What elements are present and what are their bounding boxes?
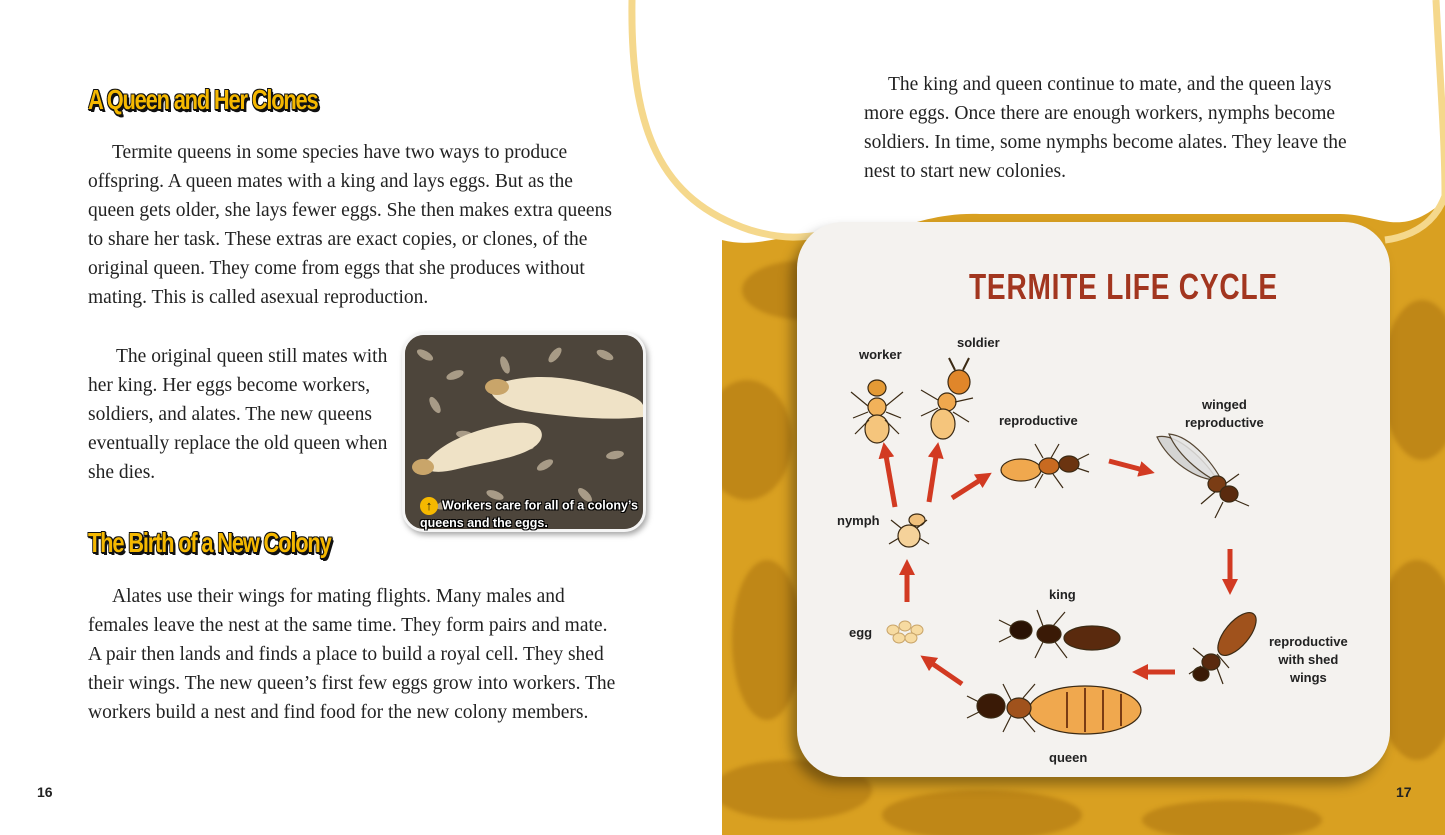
- queen-termite-icon: [967, 684, 1141, 734]
- label-line: reproductive: [1185, 415, 1264, 430]
- arrow-nymph-to-soldier: [929, 450, 937, 502]
- texture-blob: [722, 380, 792, 500]
- reproductive-termite-icon: [1001, 444, 1089, 488]
- texture-blob: [732, 560, 802, 720]
- label-worker: worker: [859, 347, 902, 362]
- diagram-title: TERMITE LIFE CYCLE: [969, 266, 1278, 307]
- label-soldier: soldier: [957, 335, 1000, 350]
- label-line: with shed: [1278, 652, 1339, 667]
- texture-blob: [1142, 800, 1322, 835]
- label-reproductive-shed-wings: [1269, 633, 1348, 687]
- section-heading-queen-clones: A Queen and Her Clones: [88, 84, 318, 115]
- paragraph-text: Termite queens in some species have two ways to produce offspring. A queen mates with a king and lays eggs. But as the queen gets older, she lays fewer eggs. She then makes extra queens to share her task. These extras are exact copies, or clones, of the original queen. They come from eggs that she produces without mating. This is called asexual reproduction.: [88, 142, 612, 308]
- shed-wing-reproductive-termite-icon: [1189, 606, 1263, 684]
- cycle-arrows: [885, 450, 1230, 684]
- paragraph-original-queen: [88, 342, 388, 487]
- paragraph-queen-clones: [88, 138, 613, 312]
- label-egg: egg: [849, 625, 873, 640]
- caption-text: Workers care for all of a colony’s queens and the eggs.: [420, 498, 638, 530]
- worker-termite-icon: [851, 380, 903, 443]
- arrow-nymph-to-reproductive: [952, 477, 985, 498]
- photo-caption: [420, 497, 660, 532]
- label-queen: queen: [1049, 750, 1088, 765]
- texture-blob: [882, 790, 1082, 835]
- label-nymph: nymph: [837, 513, 880, 528]
- soldier-termite-icon: [921, 358, 973, 439]
- king-termite-icon: [999, 610, 1120, 658]
- label-line: reproductive: [1269, 634, 1348, 649]
- arrow-nymph-to-worker: [885, 450, 895, 507]
- label-line: winged: [1201, 397, 1247, 412]
- nymph-termite-icon: [889, 514, 929, 547]
- page-number-left: 16: [37, 784, 53, 800]
- life-cycle-card: [797, 222, 1390, 777]
- arrow-queen-to-egg: [927, 660, 962, 684]
- paragraph-king-queen: [864, 70, 1364, 186]
- life-cycle-diagram: [797, 222, 1390, 777]
- arrow-up-icon: ↑: [420, 497, 438, 515]
- paragraph-text: The original queen still mates with her king. Her eggs become workers, soldiers, and alates. The new queens eventually replace the old queen when she dies.: [88, 346, 388, 483]
- label-line: wings: [1289, 670, 1327, 685]
- paragraph-text: Alates use their wings for mating flights. Many males and females leave the nest at the same time. They form pairs and mate. A pair then lands and finds a place to build a royal cell. They shed their wings. The new queen’s first few eggs grow into workers. The workers build a nest and find food for the new colony members.: [88, 586, 616, 723]
- label-reproductive: reproductive: [999, 413, 1078, 428]
- paragraph-text: The king and queen continue to mate, and the queen lays more eggs. Once there are enough workers, nymphs become soldiers. In time, some nymphs become alates. They leave the nest to start new colonies.: [864, 74, 1347, 182]
- page-number-right: 17: [1396, 784, 1412, 800]
- section-heading-new-colony: The Birth of a New Colony: [88, 527, 331, 558]
- label-winged-reproductive: [1185, 396, 1264, 432]
- texture-blob: [1382, 300, 1445, 460]
- paragraph-new-colony: [88, 582, 618, 727]
- arrow-reproductive-to-winged: [1109, 461, 1147, 471]
- egg-cluster-icon: [887, 621, 923, 643]
- label-king: king: [1049, 587, 1076, 602]
- winged-reproductive-termite-icon: [1157, 434, 1249, 518]
